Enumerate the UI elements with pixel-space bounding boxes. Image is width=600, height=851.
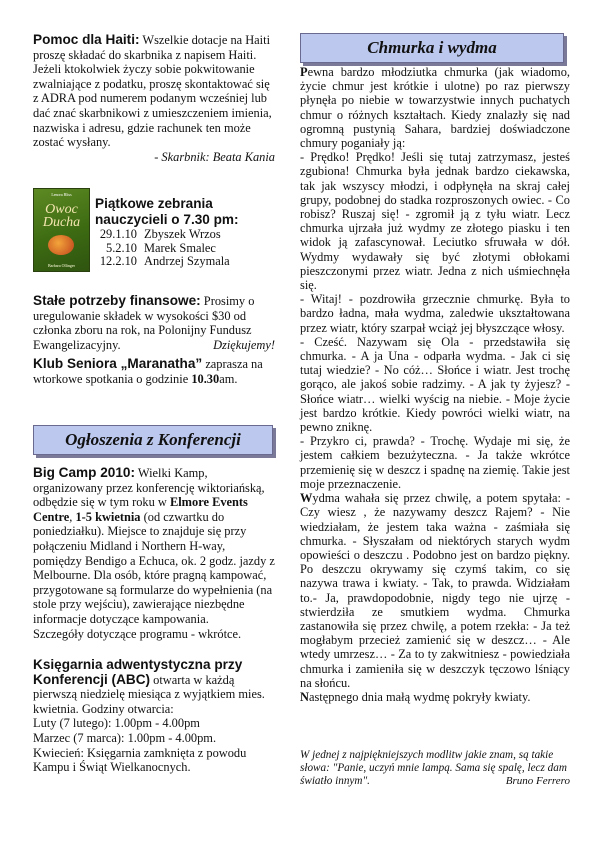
story-paragraph: - Prędko! Prędko! Jeśli się tutaj zatrzymasz, jesteś zgubiona! Chmurka była jednak bardzo ciekawska, tak jak wszyscy młodzi, i odpłynęła na skraj całej grupy, podobnej do stadka rozproszonych owiec. - Co robisz? Ruszaj się! - zgromił ją z tyłu wiatr. Lecz chmurka ujrzała już wydmy ze złotego piasku i ten widok ją zafascynował. Leciutko sfruwała w dół. Wydmy wydawały się być złotymi obłokami pieszczonymi przez wiatr. Jedna z nich uśmiechnęła się.	[300, 150, 570, 293]
seniors-time: 10.30	[191, 371, 220, 386]
bookshop-notice	[33, 658, 275, 775]
treasurer-signature: - Skarbnik: Beata Kania	[154, 149, 275, 164]
finance-text: Prosimy o uregulowanie składek w wysokości $30 od członka zboru na rok, na Polonijny Fundusz Ewangelizacyjny.	[33, 294, 255, 352]
conference-banner: Ogłoszenia z Konferencji	[33, 425, 273, 455]
bookshop-closed: Kwiecień: Księgarnia zamknięta z powodu Kampu i Świąt Wielkanocnych.	[33, 745, 247, 775]
book-author: Lenora Bliss	[51, 192, 72, 197]
bigcamp-venue: Elmore Events Centre	[33, 495, 248, 524]
story-paragraph: - Witaj! - pozdrowiła grzecznie chmurkę. Była to bardzo ładna, mała wydma, zaledwie ukształtowana przez wiatr, który szarpał wciąż jej błyszczące włosy.	[300, 292, 570, 335]
finance-thanks: Dziękujemy!	[213, 337, 275, 352]
schedule-row: 12.2.10 Andrzej Szymala	[99, 254, 230, 269]
quote-author: Bruno Ferrero	[505, 775, 570, 788]
bigcamp-program: Szczegóły dotyczące programu - wkrótce.	[33, 626, 242, 641]
bigcamp-title: Big Camp 2010:	[33, 465, 135, 480]
story-paragraph: Wydma wahała się przez chwilę, a potem spytała: - Czy wiesz , że nazywamy deszcz Rajem? - Nie wiedziałam, że jestem taka ważna - zaśmiała się chmurka. - Słyszałam od niektórych starych wydm opowieści o deszczu . Podobno jest on bardzo piękny. Po deszczu okrywamy się czymś takim, co się nazywa trawa i kwiaty. - Tak, to prawda. Widziałam to.- Ja, prawdopodobnie, nigdy tego nie ujrzę - stwierdziła ze smutkiem wydma. Chmurka zastanowiła się przez chwilę, a potem rzekła: - Ja też mogłabym przecież zamienić się w deszcz… - Ale wtedy umrzesz… - Za to ty zakwitniesz - powiedziała chmurka i zamieniła się w deszczyk tęczowo lśniący na słońcu.	[300, 491, 570, 690]
seniors-text: zaprasza na wtorkowe spotkania o godzinie	[33, 357, 263, 386]
closing-quote	[300, 749, 570, 789]
story-paragraph: Następnego dnia małą wydmę pokryły kwiaty.	[300, 689, 531, 704]
schedule-row: 29.1.10 Zbyszek Wrzos	[99, 227, 221, 241]
seniors-notice	[33, 357, 275, 386]
bigcamp-text: Wielki Kamp, organizowany przez konferencję wiktoriańską, odbędzie się w tym roku w	[33, 466, 265, 510]
quote-text: W jednej z najpiękniejszych modlitw jakie znam, są takie słowa: "Panie, uczyń mnie lampą. Sama się spalę, lecz dam światło innym".	[300, 749, 567, 788]
haiti-notice	[33, 33, 275, 164]
bookshop-title: Księgarnia adwentystyczna przy Konferencji (ABC)	[33, 657, 243, 687]
bigcamp-dates: 1-5 kwietnia	[75, 509, 141, 524]
story-paragraph: - Przykro ci, prawda? - Trochę. Wydaje mi się, że jestem całkiem bezużyteczna. - Ja także wkrótce przemienię się w deszcz i spadnę na ziemię. Takie jest moje przeznaczenie.	[300, 434, 570, 491]
story-paragraph: - Cześć. Nazywam się Ola - przedstawiła się chmurka. - A ja Una - odparła wydma. - Jak ci się tutaj wiedzie? - No cóż… Słońce i wiatr. Jest trochę gorąco, ale jakoś sobie radzimy. - A jak ty żyjesz? - Słońce wiatr… wielki wyścig na niebie. - Moje życie jest bardzo krótkie. Kiedy powróci wielki wiatr, na pewno zniknę.	[300, 334, 570, 435]
book-title: Owoc Ducha	[42, 202, 81, 230]
story-text	[300, 65, 570, 704]
bookshop-hours: Marzec (7 marca): 1.00pm - 4.00pm.	[33, 730, 217, 745]
seniors-suffix: am.	[219, 371, 238, 386]
meeting-title: Piątkowe zebrania nauczycieli o 7.30 pm:	[95, 196, 239, 227]
meeting-schedule	[95, 228, 230, 269]
haiti-text: Wszelkie dotacje na Haiti proszę składać do skarbnika z napisem Haiti. Jeżeli ktokolwiek życzy sobie pokwitowanie zwalniające z podatku, proszę skontaktować się z ADRA pod numerem podanym wcześniej lub dać znać skarbnikowi z umieszczeniem imienia, nazwiska i adresu, gdzie rachunek ten może zostać wysłany.	[33, 33, 272, 150]
story-paragraph: Pewna bardzo młodziutka chmurka (jak wiadomo, życie chmur jest krótkie i ulotne) po raz pierwszy płynęła po niebie w towarzystwie innych puchatych chmur o różnych kształtach. Kiedy znalazły się nad ogromną pustynią Sahara, bardziej doświadczone chmury poganiały ją:	[300, 65, 570, 151]
schedule-row: 5.2.10 Marek Smalec	[106, 240, 216, 255]
bookshop-hours: Luty (7 lutego): 1.00pm - 4.00pm	[33, 716, 200, 731]
bigcamp-notice: Big Camp 2010: Wielki Kamp, organizowany przez konferencję wiktoriańską, odbędzie się w tym roku w Elmore Events Centre, 1-5 kwietnia (od czwartku do poniedziałku). Miejsce to znajduje się przy połączeniu Midland i Northern H-way, pomiędzy Bendigo a Echuca, ok. 2 godz. jazdy z Melbourne. Dla osób, które pragną kampować, przygotowane są formularze do wypełnienia (na stole przy wejściu), zawierające niezbędne informacje dotyczące kampowania. Szczegóły dotyczące programu - wkrótce.	[33, 465, 275, 641]
story-banner: Chmurka i wydma	[300, 33, 564, 63]
book-subtitle: Barbara Ollinger	[48, 263, 75, 268]
finance-title: Stałe potrzeby finansowe:	[33, 293, 201, 308]
fruit-illustration	[48, 235, 74, 255]
seniors-title: Klub Seniora „Maranatha”	[33, 356, 203, 371]
book-cover-image	[33, 188, 90, 272]
haiti-title: Pomoc dla Haiti:	[33, 32, 140, 47]
finance-notice	[33, 294, 275, 352]
bookshop-text: otwarta w każdą pierwszą niedzielę miesiąca z wyjątkiem mies. kwietnia. Godziny otwarcia:	[33, 672, 265, 716]
